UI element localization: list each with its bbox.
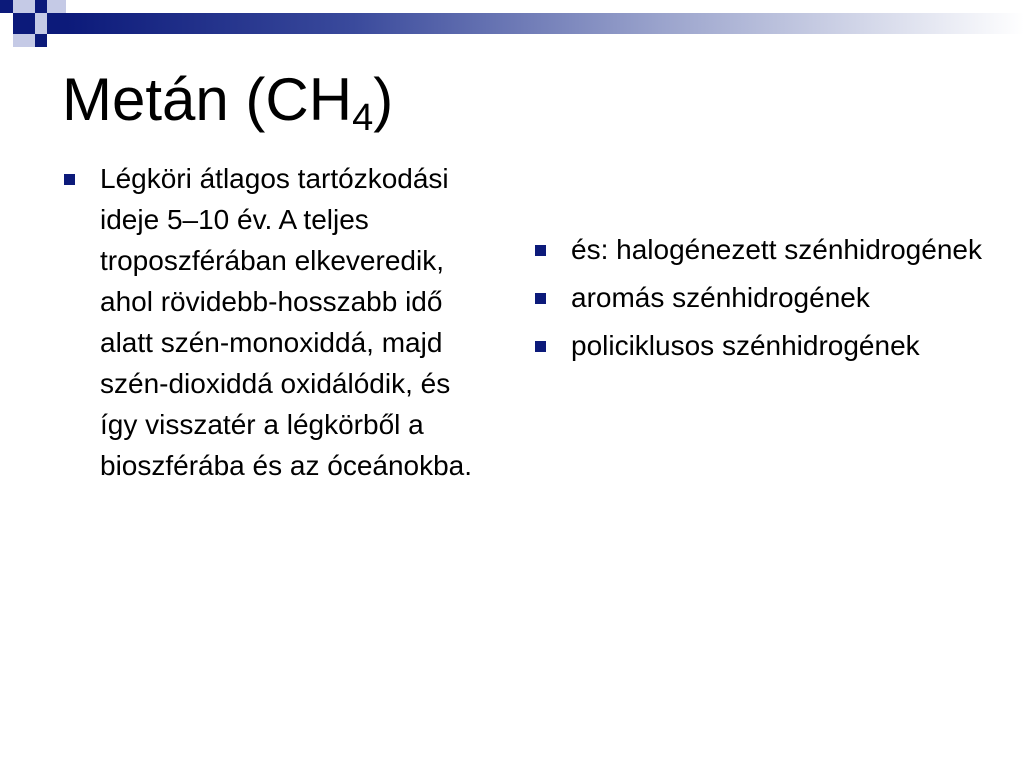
decor-square — [13, 34, 35, 47]
title-gradient-band — [66, 13, 1024, 34]
list-item — [533, 325, 1003, 366]
list-item — [62, 158, 482, 486]
right-bullet-list — [533, 229, 1003, 373]
title-close-paren: ) — [373, 66, 394, 133]
list-item — [533, 229, 1003, 270]
square-bullet-icon — [535, 293, 546, 304]
decor-square — [35, 13, 47, 34]
decor-square — [0, 0, 13, 13]
list-item — [533, 277, 1003, 318]
list-item-text: Légköri átlagos tartózkodási ideje 5–10 év. A teljes troposzférában elkeveredik, ahol rövidebb-hosszabb idő alatt szén-monoxiddá, majd szén-dioxiddá oxidálódik, és így visszatér a légkörből a bioszférába és az óceánokba. — [100, 163, 473, 481]
title-subscript: 4 — [352, 97, 374, 139]
decor-square — [47, 0, 66, 13]
decor-square — [35, 34, 47, 47]
square-bullet-icon — [64, 174, 75, 185]
decor-square — [13, 13, 35, 34]
title-decoration — [0, 0, 1024, 50]
list-item-text: policiklusos szénhidrogének — [571, 330, 920, 361]
page-title — [62, 60, 393, 140]
square-bullet-icon — [535, 245, 546, 256]
decor-square — [47, 13, 66, 34]
square-bullet-icon — [535, 341, 546, 352]
left-bullet-list — [62, 158, 482, 493]
decor-square — [13, 0, 35, 13]
list-item-text: és: halogénezett szénhidrogének — [571, 234, 982, 265]
decor-square — [35, 0, 47, 13]
list-item-text: aromás szénhidrogének — [571, 282, 870, 313]
title-text: Metán (CH — [62, 66, 353, 133]
